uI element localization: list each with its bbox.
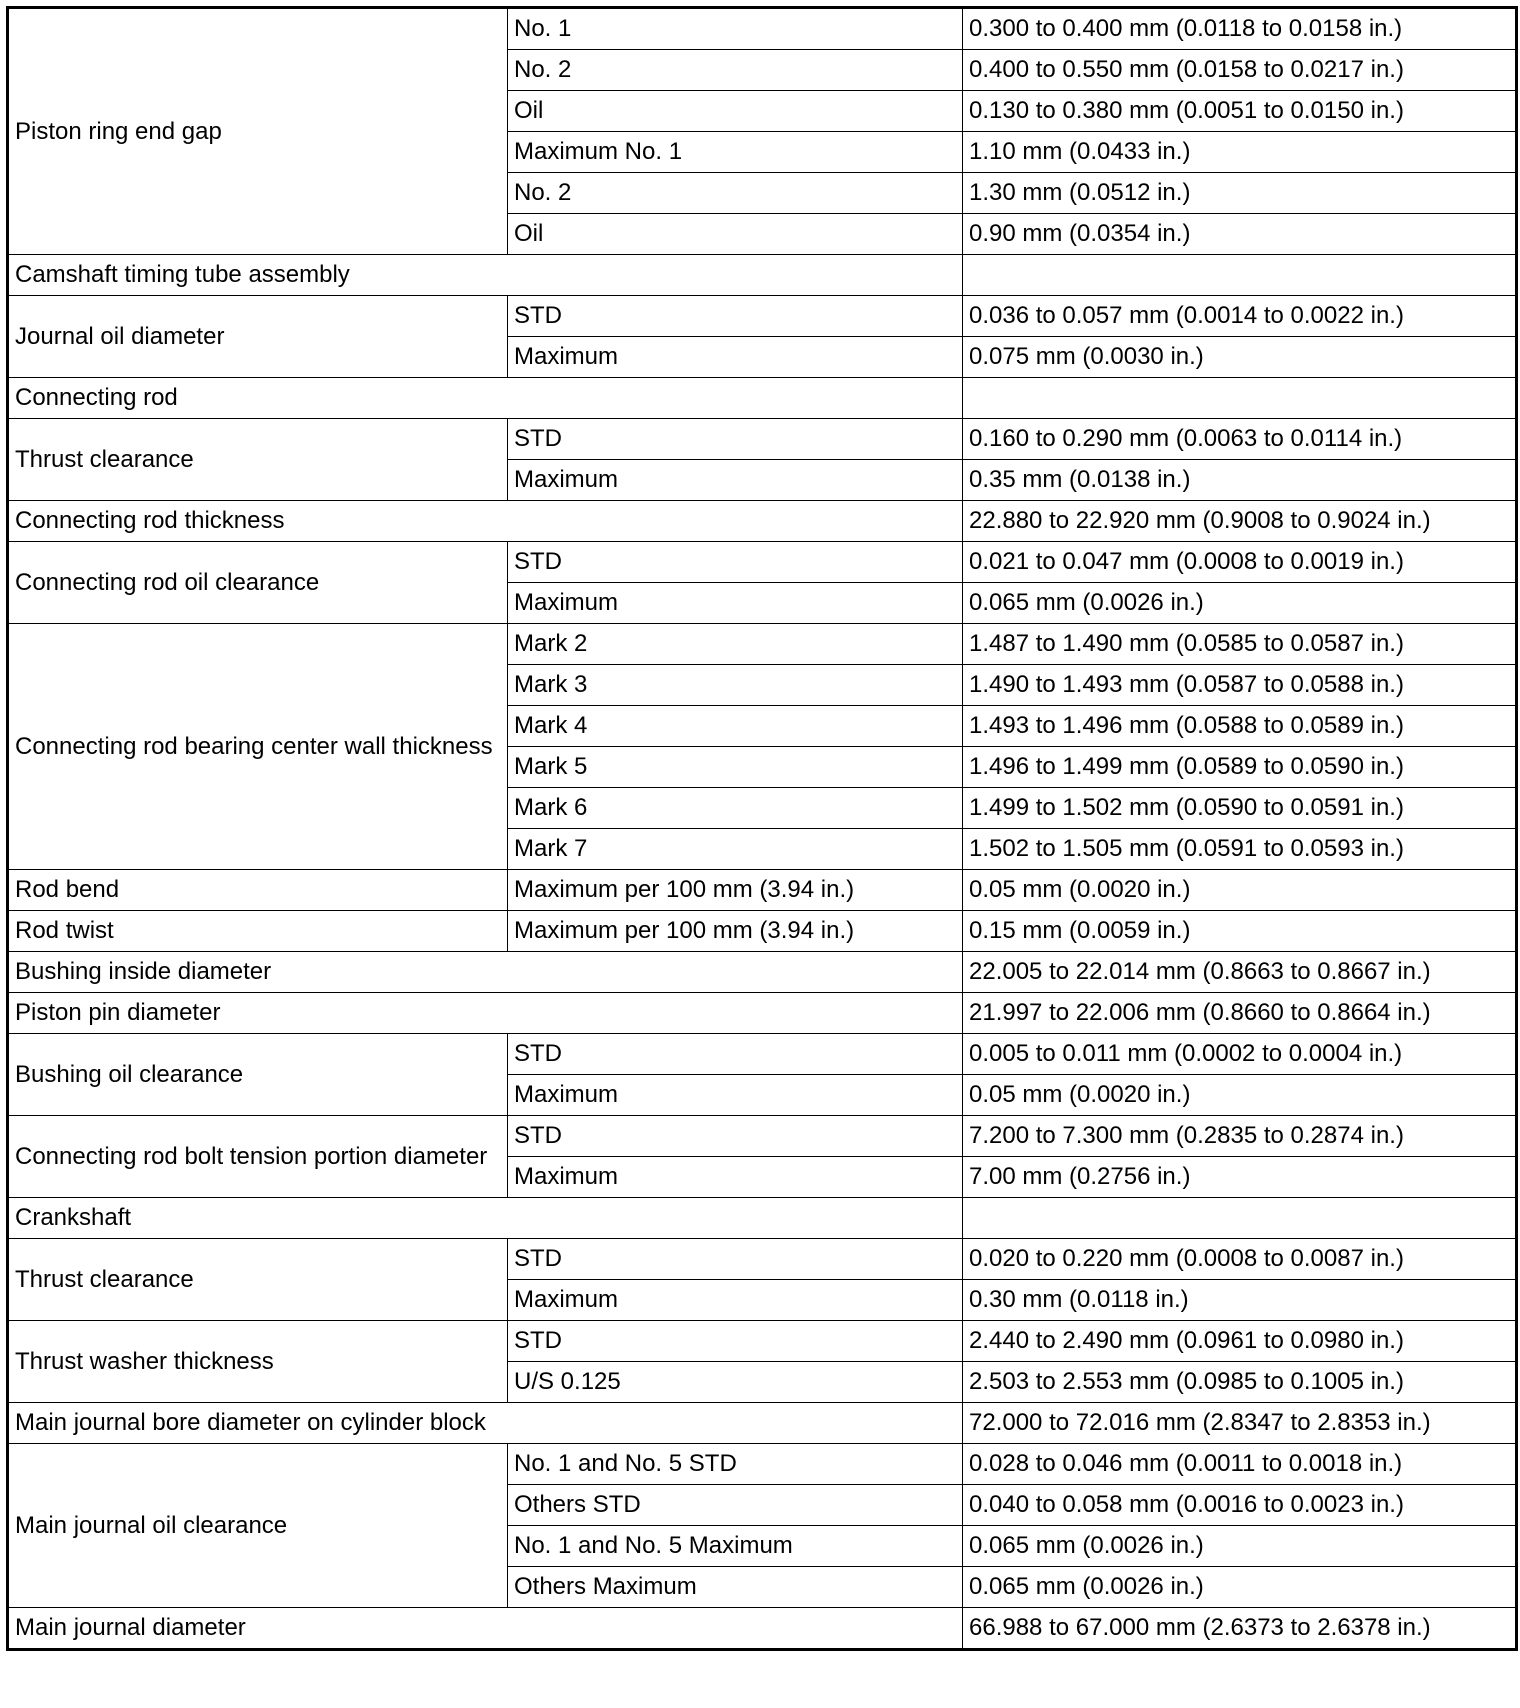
item-label: Thrust washer thickness: [8, 1321, 508, 1403]
condition-label: STD: [508, 1116, 963, 1157]
spec-value: 2.503 to 2.553 mm (0.0985 to 0.1005 in.): [963, 1362, 1517, 1403]
spec-value: 66.988 to 67.000 mm (2.6373 to 2.6378 in.): [963, 1608, 1517, 1650]
spec-value: 0.35 mm (0.0138 in.): [963, 460, 1517, 501]
spec-value: [963, 1198, 1517, 1239]
spec-value: 0.040 to 0.058 mm (0.0016 to 0.0023 in.): [963, 1485, 1517, 1526]
condition-label: Mark 7: [508, 829, 963, 870]
condition-label: Maximum No. 1: [508, 132, 963, 173]
spec-value: 1.502 to 1.505 mm (0.0591 to 0.0593 in.): [963, 829, 1517, 870]
condition-label: Maximum per 100 mm (3.94 in.): [508, 870, 963, 911]
spec-value: 0.90 mm (0.0354 in.): [963, 214, 1517, 255]
spec-value: 1.487 to 1.490 mm (0.0585 to 0.0587 in.): [963, 624, 1517, 665]
condition-label: Others Maximum: [508, 1567, 963, 1608]
condition-label: STD: [508, 296, 963, 337]
spec-value: 1.30 mm (0.0512 in.): [963, 173, 1517, 214]
condition-label: No. 2: [508, 173, 963, 214]
spec-value: 0.130 to 0.380 mm (0.0051 to 0.0150 in.): [963, 91, 1517, 132]
spec-value: 0.065 mm (0.0026 in.): [963, 1567, 1517, 1608]
condition-label: No. 2: [508, 50, 963, 91]
item-label: Journal oil diameter: [8, 296, 508, 378]
item-label: Bushing inside diameter: [8, 952, 963, 993]
condition-label: Maximum: [508, 1157, 963, 1198]
item-label: Connecting rod bearing center wall thickness: [8, 624, 508, 870]
condition-label: Mark 4: [508, 706, 963, 747]
spec-value: 0.036 to 0.057 mm (0.0014 to 0.0022 in.): [963, 296, 1517, 337]
table-row: [8, 1403, 1517, 1444]
spec-value: 0.300 to 0.400 mm (0.0118 to 0.0158 in.): [963, 8, 1517, 50]
spec-value: 0.400 to 0.550 mm (0.0158 to 0.0217 in.): [963, 50, 1517, 91]
condition-label: STD: [508, 542, 963, 583]
item-label: Bushing oil clearance: [8, 1034, 508, 1116]
table-row: [8, 1239, 1517, 1280]
spec-value: 0.065 mm (0.0026 in.): [963, 583, 1517, 624]
item-label: Connecting rod oil clearance: [8, 542, 508, 624]
item-label: Piston pin diameter: [8, 993, 963, 1034]
spec-value: 72.000 to 72.016 mm (2.8347 to 2.8353 in.): [963, 1403, 1517, 1444]
condition-label: Maximum: [508, 583, 963, 624]
spec-value: 7.200 to 7.300 mm (0.2835 to 0.2874 in.): [963, 1116, 1517, 1157]
spec-value: 1.10 mm (0.0433 in.): [963, 132, 1517, 173]
item-label: Thrust clearance: [8, 419, 508, 501]
table-row: [8, 378, 1517, 419]
spec-value: 1.496 to 1.499 mm (0.0589 to 0.0590 in.): [963, 747, 1517, 788]
condition-label: Oil: [508, 91, 963, 132]
table-row: [8, 255, 1517, 296]
spec-value: 22.005 to 22.014 mm (0.8663 to 0.8667 in.): [963, 952, 1517, 993]
spec-value: 0.020 to 0.220 mm (0.0008 to 0.0087 in.): [963, 1239, 1517, 1280]
condition-label: STD: [508, 1034, 963, 1075]
spec-value: 0.021 to 0.047 mm (0.0008 to 0.0019 in.): [963, 542, 1517, 583]
condition-label: Mark 6: [508, 788, 963, 829]
spec-value: 1.490 to 1.493 mm (0.0587 to 0.0588 in.): [963, 665, 1517, 706]
spec-value: 0.005 to 0.011 mm (0.0002 to 0.0004 in.): [963, 1034, 1517, 1075]
condition-label: No. 1: [508, 8, 963, 50]
table-row: [8, 542, 1517, 583]
condition-label: Mark 3: [508, 665, 963, 706]
table-row: [8, 1198, 1517, 1239]
spec-table: [6, 6, 1518, 1651]
condition-label: No. 1 and No. 5 STD: [508, 1444, 963, 1485]
condition-label: STD: [508, 1239, 963, 1280]
spec-value: 2.440 to 2.490 mm (0.0961 to 0.0980 in.): [963, 1321, 1517, 1362]
item-label: Main journal diameter: [8, 1608, 963, 1650]
spec-value: 1.493 to 1.496 mm (0.0588 to 0.0589 in.): [963, 706, 1517, 747]
table-row: [8, 870, 1517, 911]
condition-label: Mark 2: [508, 624, 963, 665]
condition-label: Mark 5: [508, 747, 963, 788]
spec-value: 0.30 mm (0.0118 in.): [963, 1280, 1517, 1321]
item-label: Connecting rod: [8, 378, 963, 419]
item-label: Rod twist: [8, 911, 508, 952]
spec-value: 1.499 to 1.502 mm (0.0590 to 0.0591 in.): [963, 788, 1517, 829]
item-label: Crankshaft: [8, 1198, 963, 1239]
table-row: [8, 911, 1517, 952]
table-row: [8, 993, 1517, 1034]
table-row: [8, 296, 1517, 337]
condition-label: Maximum per 100 mm (3.94 in.): [508, 911, 963, 952]
spec-table-body: [8, 8, 1517, 1650]
item-label: Rod bend: [8, 870, 508, 911]
item-label: Connecting rod bolt tension portion diameter: [8, 1116, 508, 1198]
condition-label: Maximum: [508, 337, 963, 378]
condition-label: Maximum: [508, 1280, 963, 1321]
spec-value: 0.028 to 0.046 mm (0.0011 to 0.0018 in.): [963, 1444, 1517, 1485]
condition-label: Others STD: [508, 1485, 963, 1526]
condition-label: U/S 0.125: [508, 1362, 963, 1403]
table-row: [8, 419, 1517, 460]
table-row: [8, 501, 1517, 542]
table-row: [8, 1116, 1517, 1157]
item-label: Piston ring end gap: [8, 8, 508, 255]
item-label: Camshaft timing tube assembly: [8, 255, 963, 296]
spec-value: 21.997 to 22.006 mm (0.8660 to 0.8664 in.): [963, 993, 1517, 1034]
condition-label: Maximum: [508, 1075, 963, 1116]
table-row: [8, 1444, 1517, 1485]
item-label: Thrust clearance: [8, 1239, 508, 1321]
item-label: Main journal oil clearance: [8, 1444, 508, 1608]
item-label: Connecting rod thickness: [8, 501, 963, 542]
spec-value: 22.880 to 22.920 mm (0.9008 to 0.9024 in.): [963, 501, 1517, 542]
table-row: [8, 8, 1517, 50]
item-label: Main journal bore diameter on cylinder block: [8, 1403, 963, 1444]
spec-value: 0.065 mm (0.0026 in.): [963, 1526, 1517, 1567]
condition-label: No. 1 and No. 5 Maximum: [508, 1526, 963, 1567]
spec-value: [963, 255, 1517, 296]
spec-value: 0.15 mm (0.0059 in.): [963, 911, 1517, 952]
condition-label: STD: [508, 1321, 963, 1362]
spec-value: 0.05 mm (0.0020 in.): [963, 1075, 1517, 1116]
table-row: [8, 1608, 1517, 1650]
spec-value: 7.00 mm (0.2756 in.): [963, 1157, 1517, 1198]
table-row: [8, 952, 1517, 993]
table-row: [8, 1321, 1517, 1362]
condition-label: Oil: [508, 214, 963, 255]
table-row: [8, 1034, 1517, 1075]
spec-value: 0.075 mm (0.0030 in.): [963, 337, 1517, 378]
spec-value: 0.05 mm (0.0020 in.): [963, 870, 1517, 911]
condition-label: Maximum: [508, 460, 963, 501]
spec-value: 0.160 to 0.290 mm (0.0063 to 0.0114 in.): [963, 419, 1517, 460]
spec-value: [963, 378, 1517, 419]
table-row: [8, 624, 1517, 665]
condition-label: STD: [508, 419, 963, 460]
